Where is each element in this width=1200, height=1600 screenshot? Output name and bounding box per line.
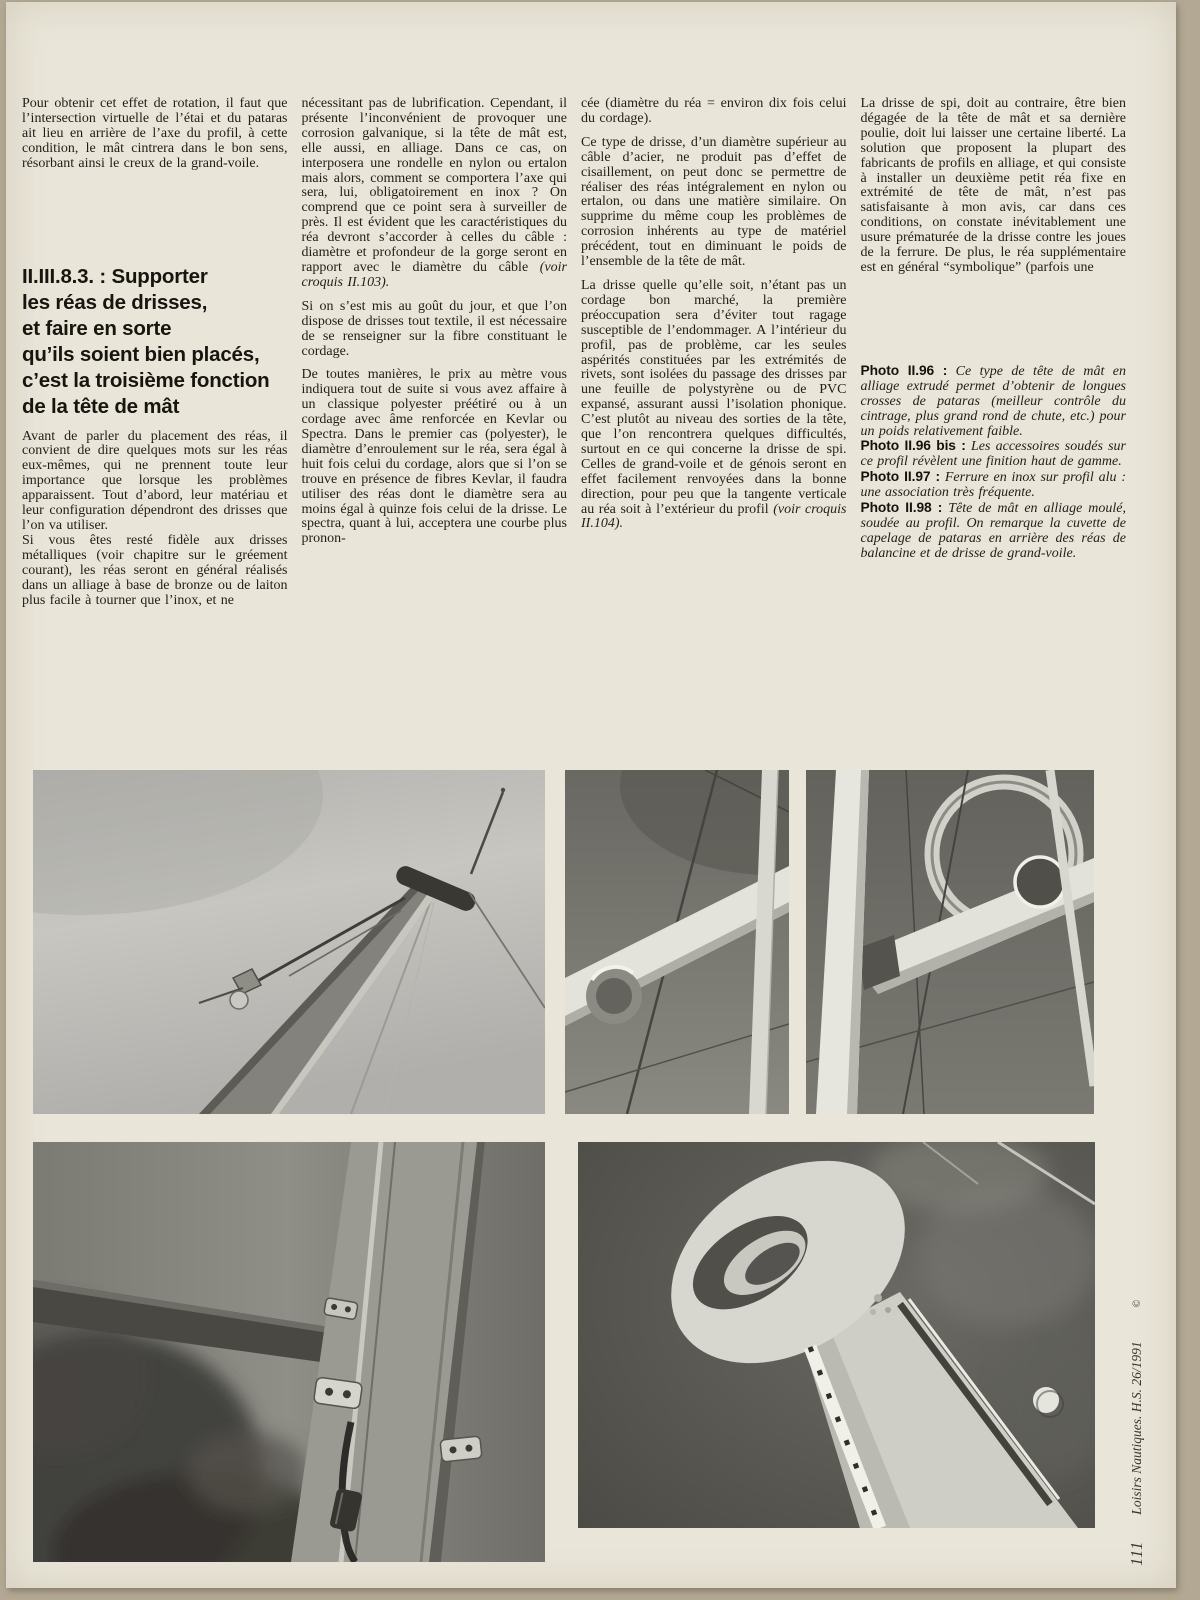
edition-label: Loisirs Nautiques. H.S. 26/1991: [1129, 1341, 1144, 1515]
caption-photo-II-96bis: Photo II.96 bis : Les accessoires soudés sur ce profil révèlent une finition haut de gamme.: [860, 438, 1126, 470]
photo-sheave-arm: [565, 770, 789, 1114]
column-3: [581, 97, 847, 608]
section-heading: II.III.8.3. : Supporter les réas de drisses, et faire en sorte qu’ils soient bien placés, c’est la troisième fonction de la tête de mât: [22, 264, 270, 418]
column-1: [22, 97, 288, 608]
caption-photo-II-97: Photo II.97 : Ferrure en inox sur profil alu : une association très fréquente.: [860, 469, 1126, 501]
photo-masthead-sky: [33, 770, 545, 1114]
article-text: [22, 97, 1126, 608]
croquis-reference: (voir croquis II.104).: [581, 501, 847, 532]
paragraph: Pour obtenir cet effet de rotation, il faut que l’intersection virtuelle de l’étai et du pataras ait lieu en arrière de l’axe du profil, à cette condition, le mât cintrera dans le bon sens, résorbant ainsi le creux de la grand-voile.: [22, 96, 288, 171]
column-4: [861, 97, 1127, 608]
photo-moulded-masthead: [578, 1142, 1095, 1528]
paragraph: cée (diamètre du réa = environ dix fois celui du cordage).: [581, 96, 847, 126]
croquis-reference: (voir croquis II.103).: [301, 259, 567, 290]
paragraph: Si on s’est mis au goût du jour, et que l’on dispose de drisses tout textile, il est nécessaire de se renseigner sur la fibre constituant le cordage.: [301, 298, 567, 359]
paragraph: Avant de parler du placement des réas, il convient de dire quelques mots sur les réas eux-mêmes, qui ne prennent toute leur importance que lorsque les problèmes apparaissent. Tout d’abord, leur matériau et leur configuration dépendront des drisses que l’on va utiliser.: [22, 428, 288, 533]
paragraph: nécessitant pas de lubrification. Cependant, il présente l’inconvénient de provoquer une corrosion galvanique, si la tête de mât est, elle aussi, en alliage. Dans ce cas, on interposera une rondelle en nylon ou ertalon mais alors, comment se comportera l’axe qui sera, lui, obligatoirement en inox ? On comprend que ce point sera à surveiller de près. Il est évident que les caractéristiques du réa devront s’accorder à celles du câble : diamètre et profondeur de la gorge seront en rapport avec le diamètre du câble (voir croquis II.103).: [301, 96, 567, 290]
paragraph: Ce type de drisse, d’un diamètre supérieur au câble d’acier, ne produit pas d’effet de cisaillement, on peut donc se permettre de réaliser des réas intégralement en nylon ou ertalon, ou dans une matière similaire. On supprime du même coup les problèmes de corrosion inhérents au type de matériel précédent, tout en diminuant le poids de l’ensemble de la tête de mât.: [581, 134, 847, 270]
print-mark: ©: [1131, 1299, 1143, 1308]
paragraph: De toutes manières, le prix au mètre vous indiquera tout de suite si vous avez affaire à un classique polyester préétiré ou à un cordage avec âme renforcée en Kevlar ou Spectra. Dans le premier cas (polyester), le diamètre d’enroulement sur le réa, sera égal à huit fois celui du cordage, alors que si l’on se trouve en présence de fibres Kevlar, il faudra utiliser des réas dont le diamètre sera au moins égal à quinze fois celui de la drisse. Le spectra, quant à lui, acceptera une courbe plus pronon-: [301, 367, 567, 547]
caption-photo-II-96: Photo II.96 : Ce type de tête de mât en alliage extrudé permet d’obtenir de longues crosses de pataras (meilleur contrôle du cintrage, plus grand rond de chute, etc.) pour un poids relativement faible.: [860, 362, 1126, 439]
photo-captions: [861, 364, 1127, 562]
photo-mast-welded-fittings: [33, 1142, 545, 1562]
page-number: 111: [1127, 1540, 1146, 1566]
column-2: [302, 97, 568, 608]
photo-masthead-crane: [806, 770, 1094, 1114]
caption-photo-II-98: Photo II.98 : Tête de mât en alliage moulé, soudée au profil. On remarque la cuvette de capelage de pataras en arrière des réas de balancine et de drisse de grand-voile.: [860, 500, 1126, 561]
paragraph: La drisse quelle qu’elle soit, n’étant pas un cordage bon marché, la première préoccupation sera d’éviter tout ragage susceptible de l’endommager. A l’intérieur du profil, pas de problème, car les seules aspérités constituées par les extrémités de rivets, sont isolées du passage des drisses par une feuille de polystyrène ou de PVC expansé, assurant aussi l’isolation phonique. C’est plutôt au niveau des sorties de la tête, que l’on rencontrera quelques difficultés, surtout en ce qui concerne la drisse de spi. Celles de grand-voile et de génois seront en effet facilement renvoyées dans la bonne direction, pour peu que la tangente verticale au réa soit à l’extérieur du profil (voir croquis II.104).: [581, 277, 847, 532]
page-edge-footer: [1126, 1226, 1148, 1566]
paragraph: La drisse de spi, doit au contraire, être bien dégagée de la tête de mât et sa dernière poulie, doit lui laisser une certaine liberté. La solution que proposent la plupart des fabricants de profils en alliage, et qui consiste à installer un deuxième petit réa fixe en extrémité de tête de mât, n’est pas satisfaisante à mon avis, car dans ces conditions, on constate inévitablement une usure prématurée de la drisse contre les joues de la ferrure. De plus, le réa supplémentaire est en général “symbolique” (parfois une: [860, 96, 1126, 275]
paragraph: Si vous êtes resté fidèle aux drisses métalliques (voir chapitre sur le gréement courant), les réas seront en général réalisés dans un alliage à base de bronze ou de laiton plus facile à tourner que l’inox, et ne: [22, 532, 288, 608]
